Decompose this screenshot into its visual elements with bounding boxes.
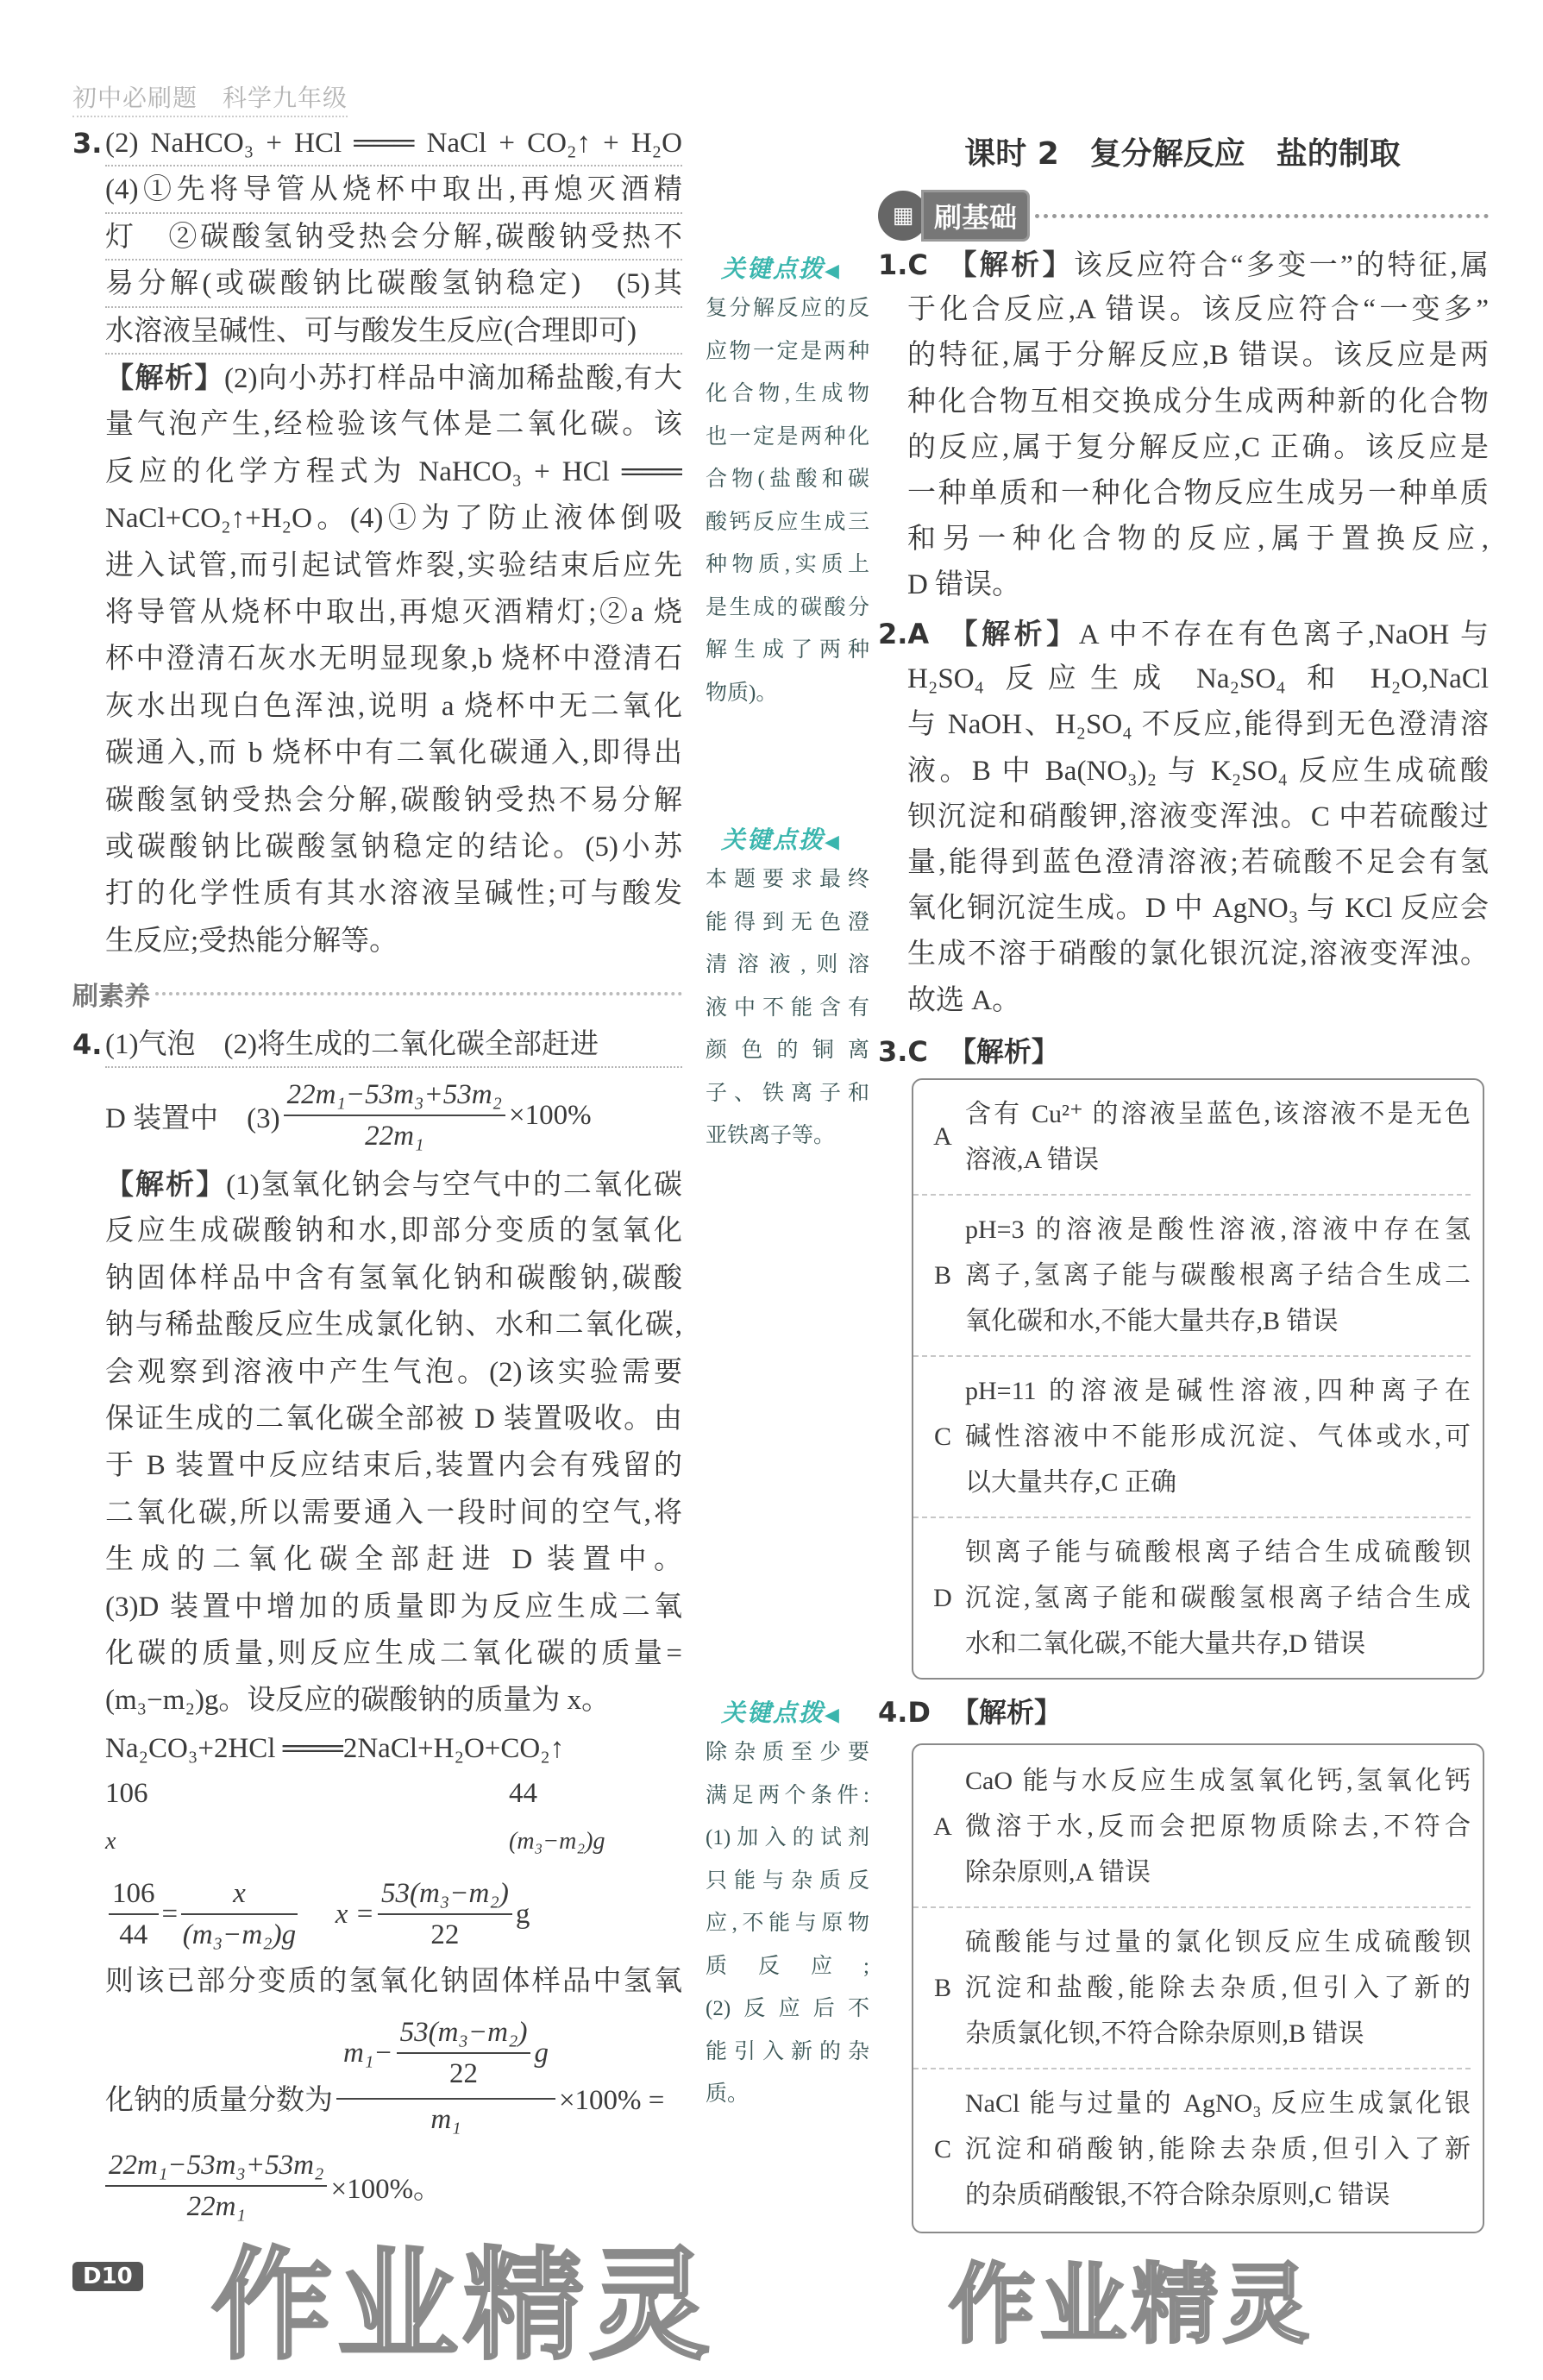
analysis-text: (1)氢氧化钠会与空气中的二氧化碳 <box>226 1170 682 1201</box>
denominator: (m₃−m₂)g <box>182 1919 297 1950</box>
analysis-lines <box>105 1208 682 1724</box>
answer-line: 灯 ②碳酸氢钠受热会分解,碳酸钠受热不 <box>105 214 682 261</box>
key-tip-line: 满足两个条件: <box>706 1783 869 1807</box>
option-line: 溶液,A 错误 <box>965 1146 1100 1174</box>
analysis-line: 的特征,属于分解反应,B 错误。该反应是两 <box>907 340 1489 372</box>
answer-line: (2) NaHCO₃ + HCl ═══ NaCl + CO₂↑ + H₂O <box>105 120 682 166</box>
key-tip-line: 质。 <box>706 2082 750 2106</box>
key-tip-body <box>706 1731 869 2116</box>
option-letter: D <box>933 1583 952 1612</box>
fraction <box>109 1874 159 1955</box>
denominator: 22m₁ <box>365 1121 424 1152</box>
denominator: m₁ <box>430 2104 461 2135</box>
analysis-label: 【解析】 <box>945 248 1074 281</box>
question-4-number <box>878 1689 1062 1736</box>
option-line: NaCl 能与过量的 AgNO₃ 反应生成氯化银 <box>965 2089 1471 2118</box>
key-tip-line: 解生成了两种 <box>706 638 869 662</box>
conclusion <box>105 1958 682 2005</box>
question-4-answer-line1 <box>105 1021 682 1068</box>
key-tip-1 <box>706 250 869 714</box>
analysis-line <box>105 355 682 401</box>
analysis-lines <box>907 287 1489 608</box>
option-line: 硫酸能与过量的氯化钡反应生成硫酸钡 <box>965 1928 1471 1956</box>
option-line: 离子,氢离子能与碳酸根离子结合生成二 <box>965 1261 1471 1290</box>
final-result <box>105 2145 442 2227</box>
key-tip-title-text: 关键点拨 <box>721 254 825 283</box>
unit: g <box>534 2038 549 2069</box>
analysis-line: 一种单质和一种化合物反应生成另一种单质 <box>907 477 1489 509</box>
analysis-line: 量气泡产生,经检验该气体是二氧化碳。该 <box>105 409 682 441</box>
question-3-number <box>878 1028 1059 1075</box>
option-explanation <box>965 2081 1471 2218</box>
numerator <box>336 2008 555 2100</box>
option-line: pH=11 的溶液是碱性溶液,四种离子在 <box>965 1377 1471 1405</box>
denominator: 44 <box>119 1919 148 1950</box>
analysis-line: 反应的化学方程式为 NaHCO₃ + HCl ═══ <box>105 455 682 487</box>
option-line: CaO 能与水反应生成氢氧化钙,氢氧化钙 <box>965 1767 1471 1795</box>
ratio-left-bottom: x <box>105 1828 116 1855</box>
key-tip-body <box>706 287 869 714</box>
analysis-line: 或碳酸钠比碳酸氢钠稳定的结论。(5)小苏 <box>105 831 682 863</box>
answer: C <box>907 1035 928 1068</box>
key-tip-line: 颜色的铜离 <box>706 1039 869 1062</box>
analysis-line: 生成不溶于硝酸的氯化银沉淀,溶液变浑浊。 <box>907 939 1489 970</box>
key-tip-title <box>721 250 869 285</box>
key-tip-line: 化合物,生成物 <box>706 382 869 405</box>
analysis-line: 于化合反应,A 错误。该反应符合“一变多” <box>907 294 1489 326</box>
key-tip-line: 物质)。 <box>706 681 778 705</box>
analysis-text: 该反应符合“多变一”的特征,属 <box>1073 250 1489 281</box>
number: 3. <box>878 1035 908 1068</box>
question-4-answer-line2 <box>105 1072 592 1159</box>
key-tip-body <box>706 858 869 1158</box>
unit: g <box>515 1898 530 1930</box>
question-1-analysis <box>907 242 1489 609</box>
answer: D <box>907 1696 931 1729</box>
keyboard-icon: ▦ <box>878 191 928 241</box>
option-line: 的杂质硝酸银,不符合除杂原则,C 错误 <box>965 2181 1390 2209</box>
chemical-equation: Na₂CO₃+2HCl ═══2NaCl+H₂O+CO₂↑ <box>105 1732 565 1764</box>
ratio-right-bottom: (m₃−m₂)g <box>509 1828 605 1855</box>
number: 4. <box>878 1696 908 1729</box>
key-tip-line: 本题要求最终 <box>706 868 869 891</box>
analysis-line <box>907 242 1489 287</box>
analysis-line: 反应生成碳酸钠和水,即部分变质的氢氧化 <box>105 1215 682 1247</box>
key-tip-line: (2)反应后不 <box>706 1997 869 2020</box>
option-letter: A <box>933 1122 952 1151</box>
key-tip-line: 酸钙反应生成三 <box>706 510 869 534</box>
dotted-divider <box>1035 214 1489 218</box>
option-row-a <box>913 1747 1471 1908</box>
question-4-options-table <box>912 1743 1484 2233</box>
option-line: 氧化碳和水,不能大量共存,B 错误 <box>965 1307 1339 1335</box>
key-tip-line: 合物(盐酸和碳 <box>706 468 869 491</box>
analysis-line: 量,能得到蓝色澄清溶液;若硫酸不足会有氢 <box>907 846 1489 878</box>
number: 2. <box>878 618 908 650</box>
option-line: 沉淀和硝酸钠,能除去杂质,但引入了新 <box>965 2135 1471 2163</box>
ratio-right-top: 44 <box>509 1777 537 1809</box>
option-line: 沉淀和盐酸,能除去杂质,但引入了新的 <box>965 1974 1471 2002</box>
mass-fraction-expression <box>105 2008 664 2139</box>
analysis-line: 与 NaOH、H₂SO₄ 不反应,能得到无色澄清溶 <box>907 709 1489 741</box>
analysis-line: H₂SO₄ 反应生成 Na₂SO₄ 和 H₂O,NaCl <box>907 663 1489 695</box>
option-letter: C <box>933 2134 951 2163</box>
inner-fraction <box>397 2013 531 2094</box>
key-tip-title-text: 关键点拨 <box>721 1699 825 1727</box>
option-line: pH=3 的溶液是酸性溶液,溶液中存在氢 <box>965 1215 1471 1244</box>
analysis-line: (m₃−m₂)g。设反应的碳酸钠的质量为 x。 <box>105 1685 611 1717</box>
option-row-b <box>913 1196 1471 1357</box>
key-tip-line: 是生成的碳酸分 <box>706 595 869 619</box>
option-row-a <box>913 1080 1471 1196</box>
analysis-line: 钠与稀盐酸反应生成氯化钠、水和二氧化碳, <box>105 1309 682 1341</box>
option-line: 沉淀,氢离子能和碳酸氢根离子结合生成 <box>965 1584 1471 1612</box>
key-tip-line: 种物质,实质上 <box>706 553 869 576</box>
inner-numerator: 53(m₃−m₂) <box>397 2013 531 2054</box>
analysis-line: 化碳的质量,则反应生成二氧化碳的质量= <box>105 1637 682 1669</box>
analysis-line: 和另一种化合物的反应,属于置换反应, <box>907 524 1489 556</box>
key-tip-line: 液中不能含有 <box>706 995 869 1020</box>
question-3-number: 3. <box>72 127 103 160</box>
option-explanation <box>965 1529 1471 1667</box>
fraction-label: 化钠的质量分数为 <box>105 2085 333 2116</box>
watermark: 作业精灵 <box>949 2254 1314 2355</box>
answer-suffix: ×100% <box>509 1099 592 1131</box>
analysis-label: 【解析】 <box>948 1035 1059 1068</box>
lesson-title: 课时 2 复分解反应 盐的制取 <box>964 136 1401 172</box>
proportion-equation <box>105 1871 530 1957</box>
analysis-text: A 中不存在有色离子,NaOH 与 <box>1078 619 1489 650</box>
analysis-line: 种化合物互相交换成分生成两种新的化合物 <box>907 386 1489 418</box>
key-tip-line: 子、铁离子和 <box>706 1081 869 1105</box>
numerator-prefix: m₁− <box>343 2038 393 2069</box>
option-letter: B <box>933 1973 951 2002</box>
key-tip-line: 亚铁离子等。 <box>706 1124 836 1147</box>
answer-line: (4)①先将导管从烧杯中取出,再熄灭酒精 <box>105 166 682 213</box>
question-2-analysis <box>907 611 1489 1024</box>
option-line: 钡离子能与硫酸根离子结合生成硫酸钡 <box>965 1538 1471 1567</box>
option-explanation <box>965 1919 1471 2057</box>
analysis-label: 【解析】 <box>105 361 224 394</box>
analysis-line: 打的化学性质有其水溶液呈碱性;可与酸发 <box>105 878 682 910</box>
conclusion-line: 则该已部分变质的氢氧化钠固体样品中氢氧 <box>105 1966 682 1997</box>
option-line: 杂质氯化钡,不符合除杂原则,B 错误 <box>965 2019 1364 2048</box>
question-4-analysis <box>105 1161 682 1724</box>
fraction <box>105 2145 327 2226</box>
analysis-line: NaCl+CO₂↑+H₂O。(4)①为了防止液体倒吸 <box>105 503 682 535</box>
option-line: 除杂原则,A 错误 <box>965 1858 1151 1887</box>
numerator: 106 <box>109 1874 159 1915</box>
equals-sign: = <box>161 1898 179 1930</box>
analysis-line: 杯中澄清石灰水无明显现象,b 烧杯中澄清石 <box>105 644 682 675</box>
key-tip-line: 复分解反应的反 <box>706 297 869 320</box>
key-tip-title <box>721 1694 869 1729</box>
analysis-label: 【解析】 <box>105 1167 227 1201</box>
numerator: 22m₁−53m₃+53m₂ <box>284 1075 505 1116</box>
answer-line: 水溶液呈碱性、可与酸发生反应(合理即可) <box>105 308 682 355</box>
option-explanation <box>965 1091 1471 1183</box>
option-line: 碱性溶液中不能形成沉淀、气体或水,可 <box>965 1422 1471 1451</box>
watermark: 作业精灵 <box>211 2236 716 2377</box>
option-row-b <box>913 1908 1471 2069</box>
analysis-line: 故选 A。 <box>907 984 1021 1016</box>
analysis-line: 钡沉淀和硝酸钾,溶液变浑浊。C 中若硫酸过 <box>907 801 1489 832</box>
answer-fraction <box>284 1075 505 1156</box>
denominator: 22 <box>430 1919 460 1950</box>
key-tip-line: 应,不能与原物 <box>706 1912 869 1935</box>
analysis-line: 于 B 装置中反应结束后,装置内会有残留的 <box>105 1450 682 1482</box>
analysis-line: 碳酸氢钠受热会分解,碳酸钠受热不易分解 <box>105 784 682 816</box>
key-tip-3 <box>706 1694 869 2116</box>
option-explanation <box>965 1368 1471 1505</box>
analysis-line: 氧化铜沉淀生成。D 中 AgNO₃ 与 KCl 反应会 <box>907 893 1489 925</box>
triangle-pointer-icon: ◀ <box>825 260 841 282</box>
answer-prefix: D 装置中 (3) <box>105 1102 280 1134</box>
section-heading-suyang <box>72 975 682 1013</box>
analysis-line: 保证生成的二氧化碳全部被 D 装置吸收。由 <box>105 1403 682 1435</box>
question-3-answer <box>105 120 682 355</box>
analysis-line: 生反应;受热能分解等。 <box>105 925 398 957</box>
fraction <box>378 1874 512 1955</box>
ratio-left-top: 106 <box>105 1777 148 1809</box>
suffix: ×100%。 <box>330 2173 442 2205</box>
analysis-line: 二氧化碳,所以需要通入一段时间的空气,将 <box>105 1497 682 1529</box>
page-number: D10 <box>72 2262 143 2291</box>
section-title: 刷基础 <box>921 190 1030 242</box>
key-tip-line: 应物一定是两种 <box>706 339 869 363</box>
analysis-text: (2)向小苏打样品中滴加稀盐酸,有大 <box>223 363 682 394</box>
denominator: 22m₁ <box>186 2191 246 2222</box>
option-explanation <box>965 1758 1471 1895</box>
inner-denominator: 22 <box>449 2058 478 2089</box>
key-tip-line: 能得到无色澄 <box>706 910 869 934</box>
number: 1. <box>878 248 908 281</box>
option-line: 以大量共存,C 正确 <box>965 1468 1177 1497</box>
analysis-line: 灰水出现白色浑浊,说明 a 烧杯中无二氧化 <box>105 690 682 722</box>
analysis-line: 碳通入,而 b 烧杯中有二氧化碳通入,即得出 <box>105 738 682 769</box>
fraction-suffix: ×100% = <box>558 2085 665 2116</box>
analysis-label: 【解析】 <box>950 1696 1062 1729</box>
analysis-lines <box>907 656 1489 1024</box>
option-line: 微溶于水,反而会把原物质除去,不符合 <box>965 1812 1471 1841</box>
option-letter: C <box>933 1422 951 1451</box>
analysis-line: 进入试管,而引起试管炸裂,实验结束后应先 <box>105 549 682 581</box>
answer: A <box>907 618 930 650</box>
numerator: x <box>181 1874 298 1915</box>
key-tip-title-text: 关键点拨 <box>721 826 825 854</box>
key-tip-line: 清溶液,则溶 <box>706 953 869 976</box>
section-heading-jichu <box>878 190 1489 242</box>
analysis-line: 液。B 中 Ba(NO₃)₂ 与 K₂SO₄ 反应生成硫酸 <box>907 755 1489 787</box>
triangle-pointer-icon: ◀ <box>825 831 841 853</box>
analysis-line <box>105 1161 682 1208</box>
analysis-line: D 错误。 <box>907 569 1021 601</box>
analysis-line: 钠固体样品中含有氢氧化钠和碳酸钠,碳酸 <box>105 1262 682 1294</box>
triangle-pointer-icon: ◀ <box>825 1704 841 1726</box>
answer-line: 易分解(或碳酸钠比碳酸氢钠稳定) (5)其 <box>105 261 682 307</box>
option-row-c <box>913 2069 1471 2229</box>
option-row-c <box>913 1357 1471 1518</box>
analysis-line: 的反应,属于复分解反应,C 正确。该反应是 <box>907 431 1489 463</box>
key-tip-line: 能引入新的杂 <box>706 2039 869 2063</box>
dotted-divider <box>155 992 682 995</box>
answer: C <box>907 248 928 281</box>
key-tip-line: 质反应; <box>706 1954 869 1978</box>
analysis-line: 生成的二氧化碳全部赶进 D 装置中。 <box>105 1544 682 1576</box>
option-row-d <box>913 1518 1471 1678</box>
numerator: 53(m₃−m₂) <box>378 1874 512 1915</box>
option-letter: B <box>933 1260 951 1290</box>
key-tip-line: 除杂质至少要 <box>706 1741 869 1764</box>
analysis-line <box>907 611 1489 656</box>
analysis-line: 将导管从烧杯中取出,再熄灭酒精灯;②a 烧 <box>105 596 682 628</box>
solve-prefix: x = <box>335 1898 374 1930</box>
option-line: 水和二氧化碳,不能大量共存,D 错误 <box>965 1630 1366 1658</box>
analysis-line: 会观察到溶液中产生气泡。(2)该实验需要 <box>105 1356 682 1388</box>
analysis-lines <box>105 401 682 964</box>
answer-line: (1)气泡 (2)将生成的二氧化碳全部赶进 <box>105 1021 682 1068</box>
book-header: 初中必刷题 科学九年级 <box>72 79 348 117</box>
analysis-label: 【解析】 <box>945 617 1079 650</box>
fraction <box>181 1874 298 1955</box>
key-tip-title <box>721 821 869 856</box>
question-4-number: 4. <box>72 1028 103 1061</box>
key-tip-line: 只能与杂质反 <box>706 1868 869 1893</box>
option-line: 含有 Cu²⁺ 的溶液呈蓝色,该溶液不是无色 <box>965 1100 1471 1128</box>
analysis-line: (3)D 装置中增加的质量即为反应生成二氧 <box>105 1591 682 1623</box>
key-tip-2 <box>706 821 869 1158</box>
question-3-analysis <box>105 355 682 964</box>
key-tip-line: (1)加入的试剂 <box>706 1826 869 1849</box>
question-3-options-table <box>912 1078 1484 1680</box>
option-letter: A <box>933 1812 952 1841</box>
option-explanation <box>965 1207 1471 1344</box>
key-tip-line: 也一定是两种化 <box>706 424 869 449</box>
section-title: 刷素养 <box>72 982 150 1012</box>
numerator: 22m₁−53m₃+53m₂ <box>105 2145 327 2187</box>
big-fraction <box>336 2008 555 2139</box>
